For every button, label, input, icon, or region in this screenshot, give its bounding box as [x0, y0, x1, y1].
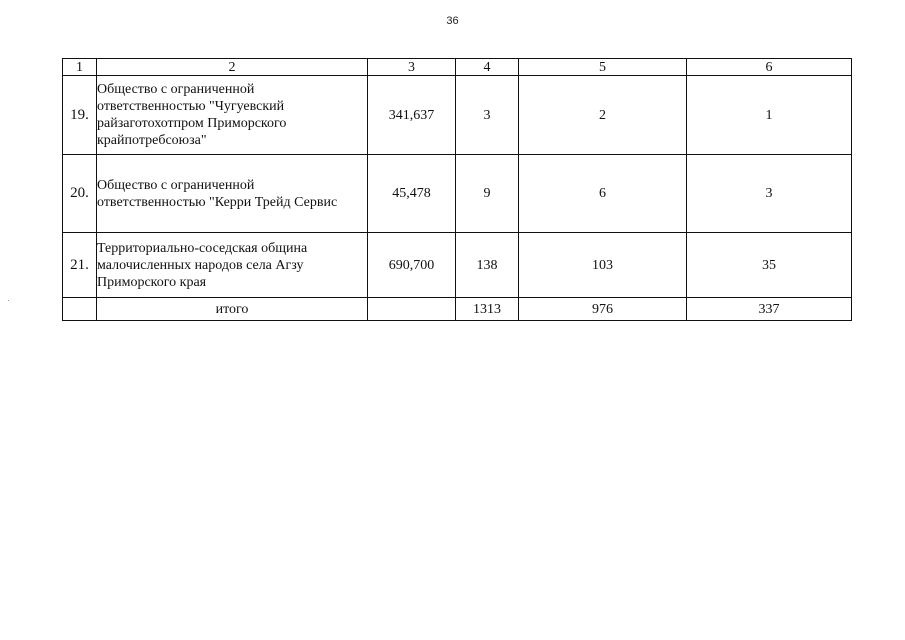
name-line: ответственностью "Керри Трейд Сервис — [97, 194, 338, 210]
data-table — [62, 58, 852, 321]
name-line: райзаготохотпром Приморского — [97, 116, 287, 131]
header-cell: 4 — [456, 59, 519, 76]
name-line: Приморского края — [97, 274, 207, 290]
table-row — [63, 233, 852, 298]
total-row — [63, 298, 852, 321]
row-number: 20. — [63, 155, 97, 233]
col6-value: 35 — [687, 233, 852, 298]
total-col4: 1313 — [456, 298, 519, 321]
scan-speck — [8, 300, 9, 301]
col3-value: 341,637 — [368, 76, 456, 155]
total-col3 — [368, 298, 456, 321]
header-cell: 1 — [63, 59, 97, 76]
organization-name — [97, 155, 368, 233]
organization-name — [97, 233, 368, 298]
row-number: 21. — [63, 233, 97, 298]
row-number: 19. — [63, 76, 97, 155]
name-line: Общество с ограниченной — [97, 177, 255, 193]
col3-value: 45,478 — [368, 155, 456, 233]
name-line: малочисленных народов села Агзу — [97, 257, 304, 273]
name-line: крайпотребсоюза" — [97, 133, 207, 148]
name-line: ответственностью "Чугуевский — [97, 99, 285, 114]
col4-value: 9 — [456, 155, 519, 233]
header-row — [63, 59, 852, 76]
col6-value: 1 — [687, 76, 852, 155]
page-number: 36 — [446, 15, 459, 27]
name-line: Территориально-соседская община — [97, 240, 308, 256]
col5-value: 2 — [519, 76, 687, 155]
total-col5: 976 — [519, 298, 687, 321]
total-empty-cell — [63, 298, 97, 321]
col3-value: 690,700 — [368, 233, 456, 298]
col6-value: 3 — [687, 155, 852, 233]
table-row — [63, 76, 852, 155]
organization-name — [97, 76, 368, 155]
header-cell: 3 — [368, 59, 456, 76]
table-row — [63, 155, 852, 233]
name-line: Общество с ограниченной — [97, 82, 255, 97]
col5-value: 6 — [519, 155, 687, 233]
header-cell: 5 — [519, 59, 687, 76]
total-col6: 337 — [687, 298, 852, 321]
col4-value: 138 — [456, 233, 519, 298]
col5-value: 103 — [519, 233, 687, 298]
total-label: итого — [97, 298, 368, 321]
col4-value: 3 — [456, 76, 519, 155]
header-cell: 2 — [97, 59, 368, 76]
header-cell: 6 — [687, 59, 852, 76]
